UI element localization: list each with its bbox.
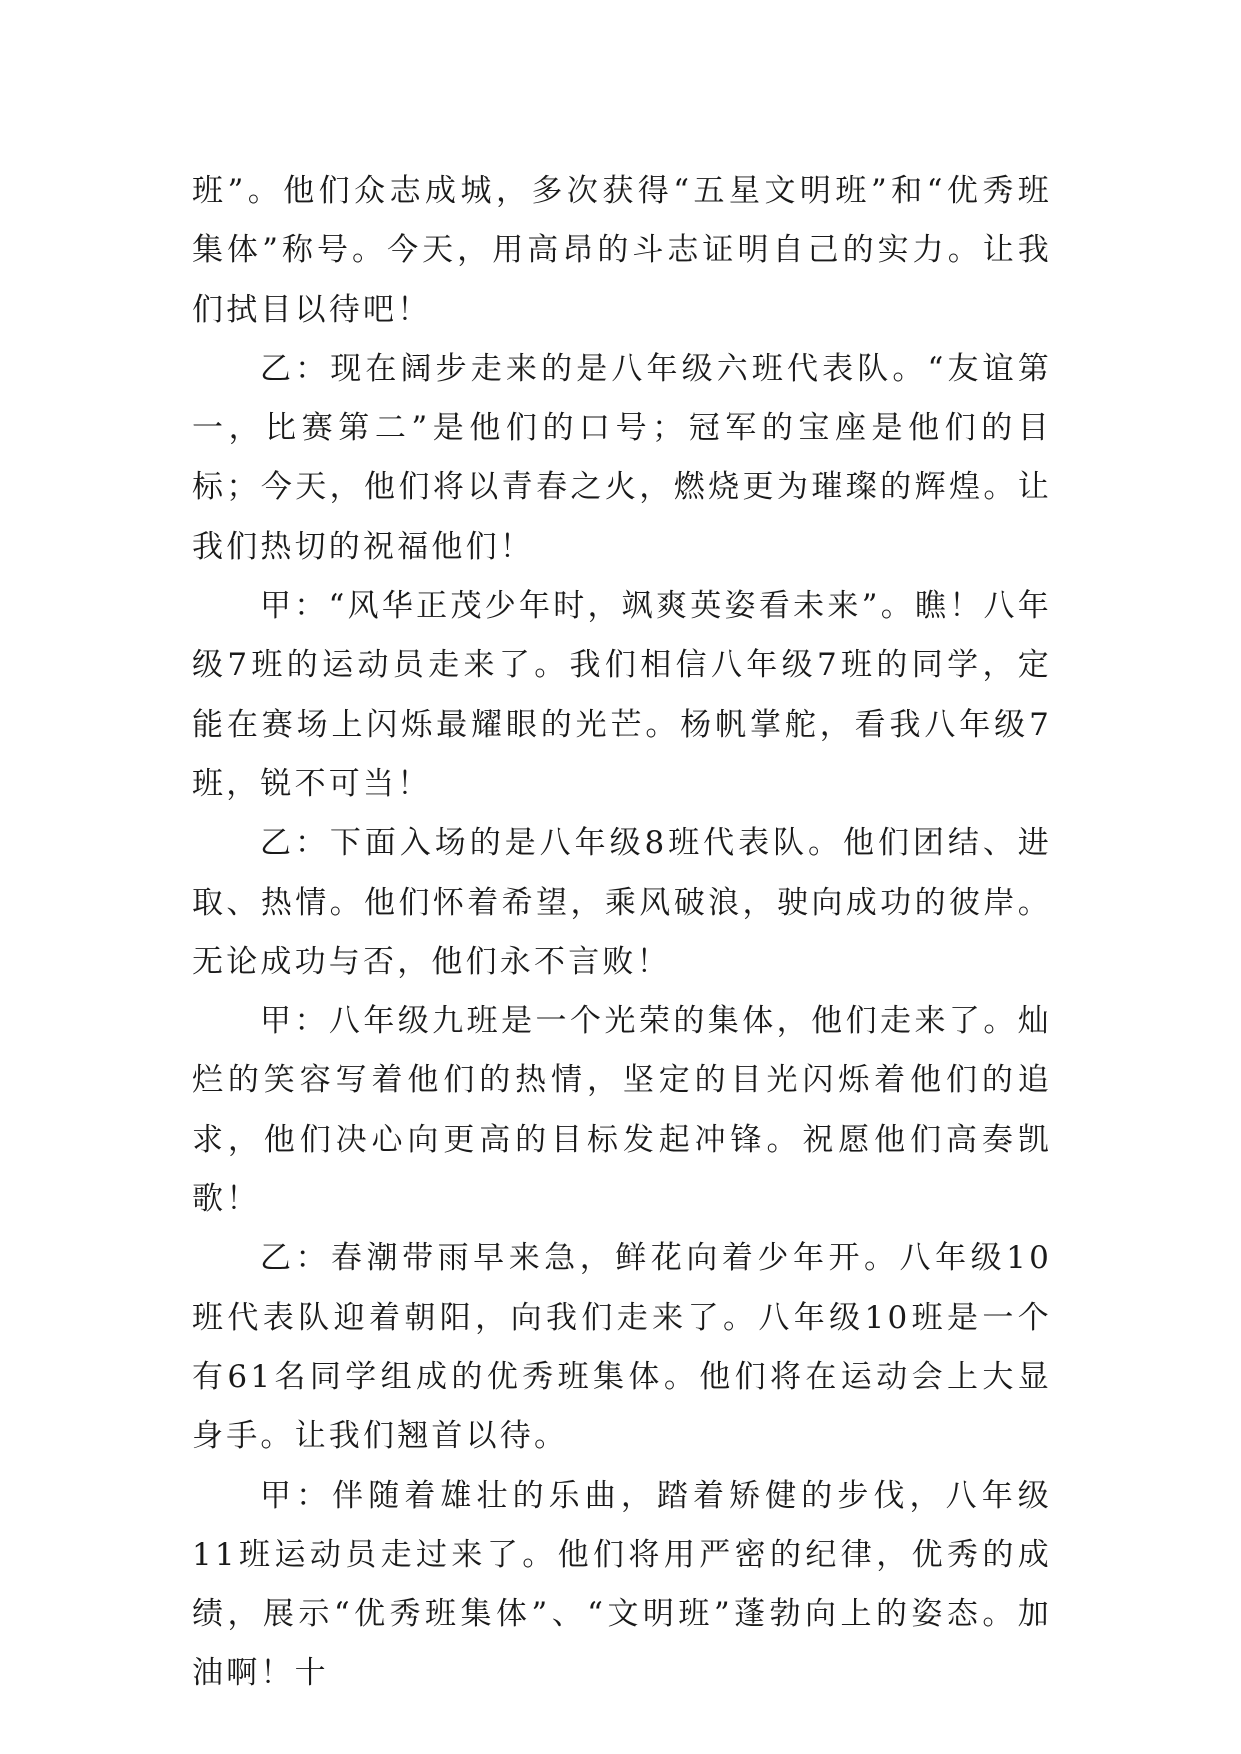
document-body xyxy=(192,162,1052,1704)
paragraph-6: 乙：春潮带雨早来急，鲜花向着少年开。八年级10班代表队迎着朝阳，向我们走来了。八年级10班是一个有61名同学组成的优秀班集体。他们将在运动会上大显身手。让我们翘首以待。 xyxy=(192,1240,1052,1455)
paragraph-1: 班”。他们众志成城，多次获得“五星文明班”和“优秀班集体”称号。今天，用高昂的斗志证明自己的实力。让我们拭目以待吧！ xyxy=(192,173,1052,328)
paragraph-2: 乙：现在阔步走来的是八年级六班代表队。“友谊第一，比赛第二”是他们的口号；冠军的宝座是他们的目标；今天，他们将以青春之火，燃烧更为璀璨的辉煌。让我们热切的祝福他们！ xyxy=(192,350,1052,565)
paragraph-3: 甲：“风华正茂少年时，飒爽英姿看未来”。瞧！八年级7班的运动员走来了。我们相信八年级7班的同学，定能在赛场上闪烁最耀眼的光芒。杨帆掌舵，看我八年级7班，锐不可当！ xyxy=(192,588,1052,802)
paragraph-7: 甲：伴随着雄壮的乐曲，踏着矫健的步伐，八年级11班运动员走过来了。他们将用严密的纪律，优秀的成绩，展示“优秀班集体”、“文明班”蓬勃向上的姿态。加油啊！十 xyxy=(192,1477,1052,1692)
paragraph-4: 乙：下面入场的是八年级8班代表队。他们团结、进取、热情。他们怀着希望，乘风破浪，驶向成功的彼岸。无论成功与否，他们永不言败！ xyxy=(192,825,1052,980)
paragraph-5: 甲：八年级九班是一个光荣的集体，他们走来了。灿烂的笑容写着他们的热情，坚定的目光闪烁着他们的追求，他们决心向更高的目标发起冲锋。祝愿他们高奏凯歌！ xyxy=(192,1003,1052,1218)
